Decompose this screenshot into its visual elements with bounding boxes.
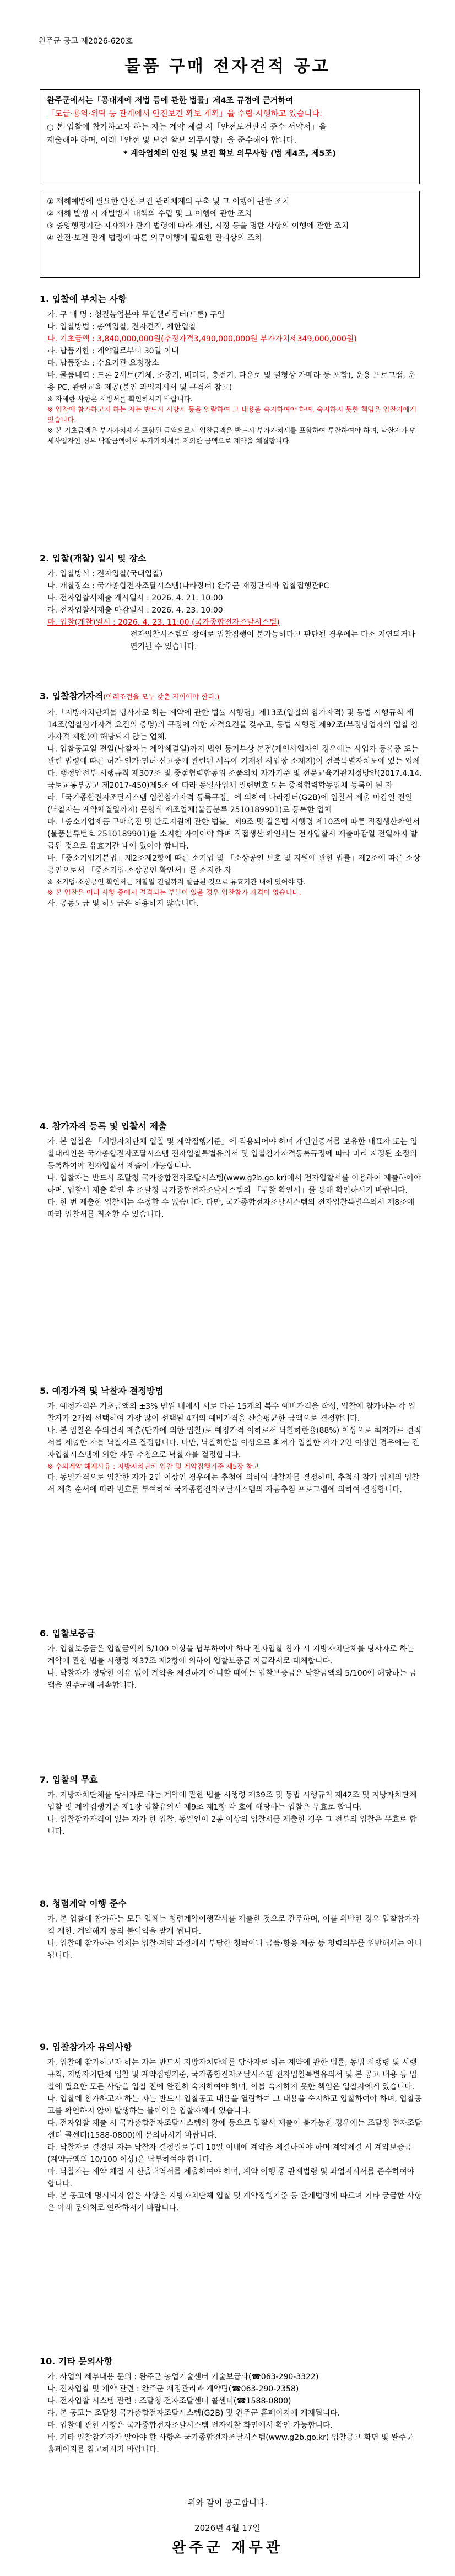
s3-line: 마.「중소기업제품 구매촉진 및 판로지원에 관한 법률」제9조 및 같은법 시행령 제10조에 따른 직접생산확인서(물품분류번호 2510189901)를 소지한 자이어야 하며 직접생산 확인서는 전자입찰서 제출마감일 전일까지 발급된 것으로 유효기간 내에 있어야 합니다.	[47, 818, 420, 851]
section-7-title: 7. 입찰의 무효	[40, 1774, 98, 1785]
section-7-body	[47, 1789, 422, 1838]
s2-line: 가. 입찰방식 : 전자입찰(국내입찰)	[47, 570, 163, 578]
s4-line: 가. 본 입찰은 「지방자치단체 입찰 및 계약집행기준」에 적용되어야 하며 개인인증서를 보유한 대표자 또는 입찰대리인은 국가종합전자조달시스템 전자입찰특별유의서 및 입찰참가자격등록규정에 따라 미리 지정된 소정의 등록하여야 전자입찰서 제출이 가능합니다.	[47, 1137, 418, 1171]
section-1-title: 1. 입찰에 부치는 사항	[40, 294, 127, 304]
intro-line-2: 「도급·용역·위탁 등 관계에서 안전보건 확보 계획」을 수립·시행하고 있습니다.	[47, 110, 322, 119]
s3-line: 바.「중소기업기본법」제2조제2항에 따른 소기업 및 「소상공인 보호 및 지원에 관한 법률」제2조에 따른 소상공인으로서 「중소기업·소상공인 확인서」를 소지한 자	[47, 854, 421, 875]
s1-line: 가. 구 매 명 : 청질농업분야 무인헬리콥터(드론) 구입	[47, 310, 225, 319]
s7-line: 나. 입찰참가자격이 없는 자가 한 입찰, 동일인이 2통 이상의 입찰서를 제출한 경우 그 전부의 입찰은 무효로 합니다.	[47, 1815, 417, 1836]
s4-line: 나. 입찰자는 반드시 조달청 국가종합전자조달시스템(www.g2b.go.kr)에서 전자입찰서를 이용하여 제출하여야 하며, 입찰서 제출 확인 후 조달청 국가종합전자조달시스템의 「투찰 확인서」를 통해 확인하시기 바랍니다.	[47, 1174, 421, 1195]
closing-date: 2026년 4월 17일	[194, 2523, 261, 2533]
s3-line: 사. 공동도급 및 하도급은 허용하지 않습니다.	[47, 899, 199, 908]
duty-item: ③ 중앙행정기관·지자체가 관계 법령에 따라 개선, 시정 등을 명한 사항의 이행에 관한 조치	[47, 222, 349, 230]
section-3-title-text: 3. 입찰참가자격	[40, 691, 104, 701]
s2-line: 나. 개찰장소 : 국가종합전자조달시스템(나라장터) 완주군 재정관리과 입찰집행관PC	[47, 582, 329, 591]
s3-line: 나. 입찰공고일 전일(낙찰자는 계약체결일)까지 법인 등기부상 본점(개인사업자인 경우에는 사업자 등록증 또는 관련 법령에 따른 허가·인가·면허·신고증에 관련된 서류에 기재된 사업장 소재지)이 전북특별자치도에 있는 업체	[47, 745, 420, 766]
section-3-body	[47, 707, 422, 910]
s2-line: 다. 전자입찰서제출 개시일시 : 2026. 4. 21. 10:00	[47, 594, 223, 603]
section-10-title: 10. 기타 문의사항	[40, 2356, 113, 2366]
s7-line: 가. 지방자치단체를 당사자로 하는 계약에 관한 법률 시행령 제39조 및 동법 시행규칙 제42조 및 지방자치단체 입찰 및 계약집행기준 제1장 입찰유의서 제9조 제1항 각 호에 해당하는 입찰은 무효로 합니다.	[47, 1791, 417, 1812]
section-8-body	[47, 1913, 422, 1962]
s9-line: 라. 낙찰자로 결정된 자는 낙찰자 결정일로부터 10일 이내에 계약을 체결하여야 하며 계약체결 시 계약보증금(계약금액의 10/100 이상)을 납부하여야 합니다.	[47, 2143, 412, 2164]
s2-line: 마. 입찰(개찰)일시 : 2026. 4. 23. 11:00 (국가종합전자조달시스템)	[47, 618, 280, 627]
s2-line: 전자입찰시스템의 장애로 입찰집행이 불가능하다고 판단될 경우에는 다소 지연되거나 연기될 수 있습니다.	[130, 630, 416, 651]
closing-statement: 위와 같이 공고합니다.	[187, 2498, 268, 2508]
issuer-name: 완주군 재무관	[172, 2540, 283, 2556]
s9-line: 가. 입찰에 참가하고자 하는 자는 반드시 지방자치단체를 당사자로 하는 계약에 관한 법률, 동법 시행령 및 시행규칙, 지방자치단체 입찰 및 계약집행기준, 국가종합전자조달시스템 전자입찰특별유의서 및 본 공고 내용 등 입찰에 필요한 모든 사항을 입찰 전에 완전히 숙지하여야 하며, 이를 숙지하지 못한 책임은 입찰자에게 있습니다.	[47, 2058, 417, 2091]
s1-line: 라. 납품기한 : 계약일로부터 30일 이내	[47, 347, 179, 356]
section-4-body	[47, 1136, 422, 1221]
section-2-body	[47, 568, 422, 653]
duty-item: ④ 안전·보건 관계 법령에 따른 의무이행에 필요한 관리상의 조치	[47, 234, 262, 243]
s3-line: 라.「국가종합전자조달시스템 입찰참가자격 등록규정」에 의하여 나라장터(G2B)에 입찰서 제출 마감일 전일(낙찰자는 계약체결일까지) 문형식 제조업체(물품분류 2510189901)로 등록한 업체	[47, 793, 413, 814]
s10-line: 가. 사업의 세부내용 문의 : 완주군 농업기술센터 기술보급과(☎063-290-3322)	[47, 2373, 319, 2381]
duty-item: ① 재해예방에 필요한 안전·보건 관리체계의 구축 및 그 이행에 관한 조치	[47, 197, 290, 206]
section-5-title: 5. 예정가격 및 낙찰자 결정방법	[40, 1386, 164, 1396]
s1-line: 다. 기초금액 : 3,840,000,000원(추정가격3,490,000,000원 부가가치세349,000,000원)	[47, 335, 357, 344]
s2-line: 라. 전자입찰서제출 마감일시 : 2026. 4. 23. 10:00	[47, 606, 223, 615]
section-9-title: 9. 입찰참가자 유의사항	[40, 2042, 132, 2052]
section-10-body	[47, 2371, 422, 2456]
intro-line-4: 제출해야 하며, 아래「안전 및 보건 확보 의무사항」을 준수해야 합니다.	[47, 136, 297, 145]
s10-line: 라. 본 공고는 조달청 국가종합전자조달시스템(G2B) 및 완주군 홈페이지에 게재됩니다.	[47, 2409, 340, 2418]
s9-line: 마. 낙찰자는 계약 체결 시 산출내역서를 제출하여야 하며, 계약 이행 중 관계법령 및 과업지시서를 준수하여야 합니다.	[47, 2167, 415, 2188]
s10-line: 바. 기타 입찰참가자가 알아야 할 사항은 국가종합전자조달시스템(www.g2b.go.kr) 입찰공고 화면 및 완주군 홈페이지를 참고하시기 바랍니다.	[47, 2433, 414, 2454]
section-2-title: 2. 입찰(개찰) 일시 및 장소	[40, 553, 147, 564]
s5-line: 다. 동일가격으로 입찰한 자가 2인 이상인 경우에는 추첨에 의하여 낙찰자를 결정하며, 추첨시 참가 업체의 입찰서 제출 순서에 따라 번호를 부여하여 국가종합전자조달시스템의 자동추첨 프로그램에 의하여 결정합니다.	[47, 1473, 420, 1494]
s5-line: ※ 수의계약 해제사유 : 지방자치단체 입찰 및 계약집행기준 제5장 참고	[47, 1462, 259, 1471]
section-5-body	[47, 1400, 422, 1496]
section-6-title: 6. 입찰보증금	[40, 1628, 95, 1639]
s6-line: 나. 낙찰자가 정당한 이유 없이 계약을 체결하지 아니할 때에는 입찰보증금은 낙찰금액의 5/100에 해당하는 금액을 완주군에 귀속합니다.	[47, 1669, 417, 1690]
section-1-body	[47, 309, 422, 446]
s6-line: 가. 입찰보증금은 입찰금액의 5/100 이상을 납부하여야 하나 전자입찰 참가 시 지방자치단체를 당사자로 하는 계약에 관한 법률 시행령 제37조 제2항에 의하여 입찰보증금 지급각서로 대체합니다.	[47, 1645, 415, 1666]
s4-line: 다. 한 번 제출한 입찰서는 수정할 수 없습니다. 다만, 국가종합전자조달시스템의 전자입찰특별유의서 제8조에 따라 입찰서를 취소할 수 있습니다.	[47, 1198, 415, 1219]
s1-line: 나. 입찰방법 : 총액입찰, 전자견적, 제한입찰	[47, 323, 197, 331]
duty-item: ② 재해 발생 시 재발방지 대책의 수립 및 그 이행에 관한 조치	[47, 210, 252, 218]
s9-line: 나. 입찰에 참가하고자 하는 자는 반드시 입찰공고 내용을 열람하여 그 내용을 숙지하고 입찰하여야 하며, 입찰공고를 확인하지 않아 발생하는 불이익은 입찰자에게 있습니다.	[47, 2095, 422, 2116]
s1-line: 바. 물품내역 : 드론 2세트(기체, 조종기, 배터리, 충전기, 다운로 및 펼형상 카메라 등 포함), 운용 프로그램, 운용 PC, 관련교육 제공(불인 과업지시서 및 규격서 참고)	[47, 371, 415, 392]
intro-box	[40, 89, 420, 184]
intro-line-1: 완주군에서는「공대계에 저법 등에 관한 법률」제4조 규정에 근거하여	[47, 96, 294, 105]
s1-line: 마. 납품장소 : 수요기관 요청장소	[47, 359, 159, 368]
s1-line: ※ 자세한 사항은 시방서를 확인하시기 바랍니다.	[47, 395, 193, 403]
s10-line: 마. 입찰에 관한 사항은 국가종합전자조달시스템 전자입찰 화면에서 확인 가능합니다.	[47, 2421, 333, 2430]
section-3-title-note: (아래조건을 모두 갖춘 자이어야 한다.)	[103, 693, 220, 701]
duty-box	[40, 191, 420, 278]
section-8-title: 8. 청렴계약 이행 준수	[40, 1898, 127, 1909]
s3-line: 가.「지방자치단체를 당사자로 하는 계약에 관한 법률 시행령」제13조(입찰의 참가자격) 및 동법 시행규칙 제14조(입찰참가자격 요건의 증명)의 규정에 의한 자격요건을 갖추고, 동법 시행령 제92조(부정당업자의 입찰 참가자격 제한)에 해당되지 않는 업체.	[47, 709, 419, 742]
s3-line: ※ 소기업·소상공인 확인서는 개찰일 전일까지 발급된 것으로 유효기간 내에 있어야 함.	[47, 878, 306, 886]
s9-line: 바. 본 공고에 명시되지 않은 사항은 지방자치단체 입찰 및 계약집행기준 등 관계법령에 따르며 기타 궁금한 사항은 아래 문의처로 연락하시기 바랍니다.	[47, 2192, 422, 2213]
intro-line-3: ○ 본 입찰에 참가하고자 하는 자는 계약 체결 시「안전보건관리 준수 서약서」을	[47, 123, 327, 132]
s5-line: 가. 예정가격은 기초금액의 ±3% 범위 내에서 서로 다른 15개의 복수 예비가격을 작성, 입찰에 참가하는 각 입찰자가 2개씩 선택하여 가장 많이 선택된 4개의 예비가격을 산술평균한 금액으로 결정합니다.	[47, 1402, 416, 1423]
intro-line-5: * 계약업체의 안전 및 보건 확보 의무사항 (법 제4조, 제5조)	[123, 149, 337, 158]
s9-line: 다. 전자입찰 제출 시 국가종합전자조달시스템의 장애 등으로 입찰서 제출이 불가능한 경우에는 조달청 전자조달센터 콜센터(1588-0800)에 문의하시기 바랍니다.	[47, 2119, 422, 2140]
s1-line: ※ 본 기초금액은 부가가치세가 포함된 금액으로서 입찰금액은 반드시 부가가치세를 포함하여 투찰하여야 하며, 낙찰자가 면세사업자인 경우 낙찰금액에서 부가가치세를 제외한 금액으로 계약을 체결합니다.	[47, 426, 416, 445]
section-9-body	[47, 2057, 422, 2214]
section-6-body	[47, 1643, 422, 1692]
s8-line: 나. 입찰에 참가하는 업체는 입찰·계약 과정에서 부당한 청탁이나 금품·향응 제공 등 청렴의무를 위반해서는 아니 됩니다.	[47, 1939, 422, 1960]
s10-line: 다. 전자입찰 시스템 관련 : 조달청 전자조달센터 콜센터(☎1588-0800)	[47, 2397, 291, 2406]
section-3-title	[40, 689, 219, 704]
notice-number: 완주군 공고 제2026-620호	[39, 37, 133, 46]
page-title: 물품 구매 전자견적 공고	[124, 57, 331, 76]
s8-line: 가. 본 입찰에 참가하는 모든 업체는 청렴계약이행각서를 제출한 것으로 간주하며, 이를 위반한 경우 입찰참가자격 제한, 계약해지 등의 불이익을 받게 됩니다.	[47, 1915, 420, 1936]
s3-line: 다. 행정안전부 시행규칙 제307조 및 중점협력합동위 조품의치 자가기준 및 전문교육기관지정방안(2017.4.14. 국토교통부공고 제2017-450)제5조 에 따라 동일사업체 일련번호 또는 중점협력합동업체 등록이 된 자	[47, 769, 422, 790]
section-4-title: 4. 참가자격 등록 및 입찰서 제출	[40, 1121, 167, 1131]
s5-line: 나. 본 입찰은 수의견적 제출(단가에 의한 입찰)로 예정가격 이하로서 낙찰하한율(88%) 이상으로 최저가로 견적서를 제출한 자를 낙찰자로 결정합니다. 다만, 낙찰하한율 이상으로 최저가 입찰한 자가 2인 이상인 경우에는 전자입찰시스템에 의한 자동 추첨으로 낙찰자를 결정합니다.	[47, 1426, 421, 1459]
s10-line: 나. 전자입찰 및 계약 관련 : 완주군 재정관리과 계약팀(☎063-290-2358)	[47, 2385, 299, 2393]
s1-line: ※ 입찰에 참가하고자 하는 자는 반드시 시방서 등을 열람하여 그 내용을 숙지하여야 하며, 숙지하지 못한 책임은 입찰자에게 있습니다.	[47, 405, 416, 424]
s3-line: ※ 본 입찰은 이러 사항 중에서 결격되는 부분이 있을 경우 입찰참가 자격이 없습니다.	[47, 888, 301, 897]
